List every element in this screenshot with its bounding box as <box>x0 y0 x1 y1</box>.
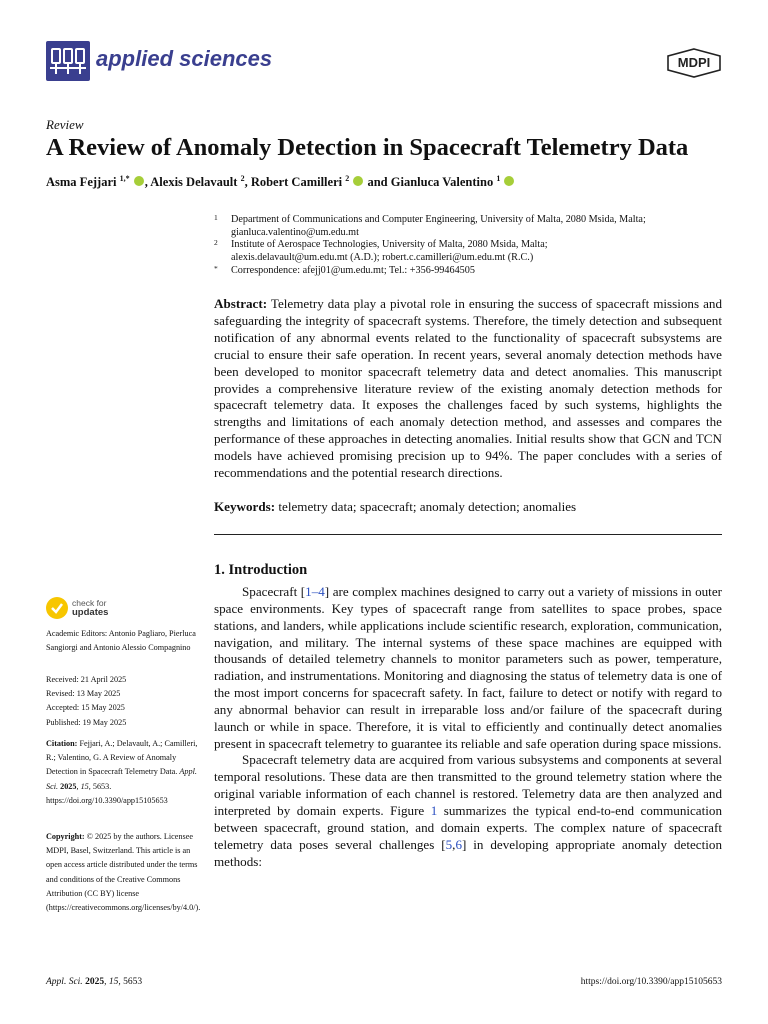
orcid-icon[interactable] <box>504 176 514 186</box>
orcid-icon[interactable] <box>353 176 363 186</box>
journal-name[interactable]: applied sciences <box>96 46 273 71</box>
correspondence: * Correspondence: afejj01@um.edu.mt; Tel.: +356-99464505 <box>214 263 475 276</box>
affiliation-item: 1 Department of Communications and Computer Engineering, University of Malta, 2080 Msida, Malta; gianluca.valentino@um.edu.mt <box>214 213 646 238</box>
abstract-label: Abstract: <box>214 296 268 311</box>
citation-link[interactable]: 6 <box>455 836 462 852</box>
publisher-name: MDPI <box>677 55 711 70</box>
figure-link[interactable]: 1 <box>430 802 438 818</box>
author-affiliation-mark: 2 <box>345 174 350 183</box>
publisher-logo[interactable] <box>666 48 722 78</box>
check-for-updates-button[interactable]: check for updates <box>46 597 166 621</box>
affiliation-item: 2 Institute of Aerospace Technologies, University of Malta, 2080 Msida, Malta; alexis.delavault@um.edu.mt (A.D.); robert.c.camilleri@um.edu.mt (R.C.) <box>214 238 548 264</box>
keywords-label: Keywords: <box>214 499 276 514</box>
author-affiliation-mark: 2 <box>240 174 245 183</box>
journal-logo <box>46 41 90 81</box>
footer-citation: Appl. Sci. 2025, 15, 5653 <box>46 977 143 987</box>
article-type: Review <box>46 117 84 132</box>
check-for-updates-icon <box>46 597 68 619</box>
author-list: Asma Fejjari $^{1,*}$ , Alexis Delavault $^2$, Robert Camilleri $^2$ and Gianluca Valentino $^1$ <box>46 174 515 190</box>
author-name: Asma Fejjari <box>46 175 117 190</box>
author-affiliation-mark: 1 <box>496 174 501 183</box>
author-affiliation-mark: 1,* <box>119 174 130 183</box>
abstract-text: Telemetry data play a pivotal role in ensuring the success of spacecraft missions and safeguarding the integrity of spacecraft systems. Therefore, the timely detection and subsequent notification of any abnormal events related to the functionality of spacecraft subsystems are crucial to ensure their safe operation. In recent years, several anomaly detection methods have been developed to monitor spacecraft telemetry data and detect anomalies. This manuscript provides a comprehensive literature review of the existing anomaly detection methods for spacecraft telemetry data. It exposes the challenges faced by such systems, highlights the strengths and limitations of each anomaly detection method, and assesses and compares the performance of these approaches in detecting anomalies. Initial results show that GCN and TCN models have achieved promising precision up to 94%. The paper concludes with a series of recommendations and the potential research directions. <box>214 296 722 481</box>
keywords <box>214 499 722 515</box>
article-title: A Review of Anomaly Detection in Spacecraft Telemetry Data <box>46 134 689 161</box>
citation-block: Citation: Fejjari, A.; Delavault, A.; Camilleri, R.; Valentino, G. A Review of Anomaly Detection in Spacecraft Telemetry Data. Appl. Sci. 2025, 15, 5653. https://doi.org/10.3390/app15105653 <box>46 739 198 805</box>
citation-doi-link[interactable]: 5653. https://doi.org/10.3390/app15105653 <box>46 781 168 805</box>
introduction-body <box>214 584 722 870</box>
section-divider <box>214 534 722 535</box>
author-name: Gianluca Valentino <box>390 175 494 190</box>
footer-doi-link[interactable]: https://doi.org/10.3390/app15105653 <box>580 977 722 987</box>
academic-editors: Academic Editors: Antonio Pagliaro, Pierluca Sangiorgi and Antonio Alessio Compagnino <box>46 629 196 653</box>
keywords-text: telemetry data; spacecraft; anomaly detection; anomalies <box>278 499 577 514</box>
author-name: Alexis Delavault <box>150 175 238 190</box>
section-heading: 1. Introduction <box>214 562 308 578</box>
copyright-block: Copyright: © 2025 by the authors. Licensee MDPI, Basel, Switzerland. This article is an open access article distributed under the terms and conditions of the Creative Commons Attribution (CC BY) license (https://creativecommons.org/licenses/by/4.0/). <box>46 832 201 913</box>
citation-link[interactable]: 1–4 <box>305 584 325 599</box>
orcid-icon[interactable] <box>134 176 144 186</box>
abstract <box>214 296 722 482</box>
affiliations <box>214 214 724 278</box>
citation-link[interactable]: 5 <box>445 836 453 852</box>
author-name: Robert Camilleri <box>250 175 343 190</box>
publication-dates: Received: 21 April 2025 Revised: 13 May 2025 Accepted: 15 May 2025 Published: 19 May 2025 <box>46 675 127 727</box>
journal-logo-icon <box>46 41 90 81</box>
paragraph: Spacecraft [1–4] are complex machines designed to carry out a variety of missions in outer space environments. Key types of spacecraft range from satellites to space probes, space stations, and landers, while applications include scientific research, exploration, communication, navigation, and military. The internal systems of these space machines are equipped with thousands of detailed telemetry channels to monitor parameters such as power, temperature, radiation, and instrumentations. Monitoring and diagnosing the status of telemetry data is one of the most import concerns for spacecraft safety. In fact, failure to detect or notify with regard to any abnormal behavior can result in irreparable loss and/or failure of the spacecraft during launch or while in space. Therefore, it is vital to efficiently and continually detect anomalies present in spacecraft telemetry to guarantee its reliable and safe operation during space missions. <box>214 584 722 751</box>
paragraph: Spacecraft telemetry data are acquired from various subsystems and components at several temporal resolutions. These data are then transmitted to the ground telemetry station where the original variable information of each channel is restored. Telemetry data are then analyzed and interpreted by domain experts. Figure 1 summarizes the typical end-to-end communication between spacecraft, ground station, and domain experts. The complex nature of spacecraft telemetry data poses several challenges [5,6] in developing appropriate anomaly detection methods: <box>214 752 722 869</box>
